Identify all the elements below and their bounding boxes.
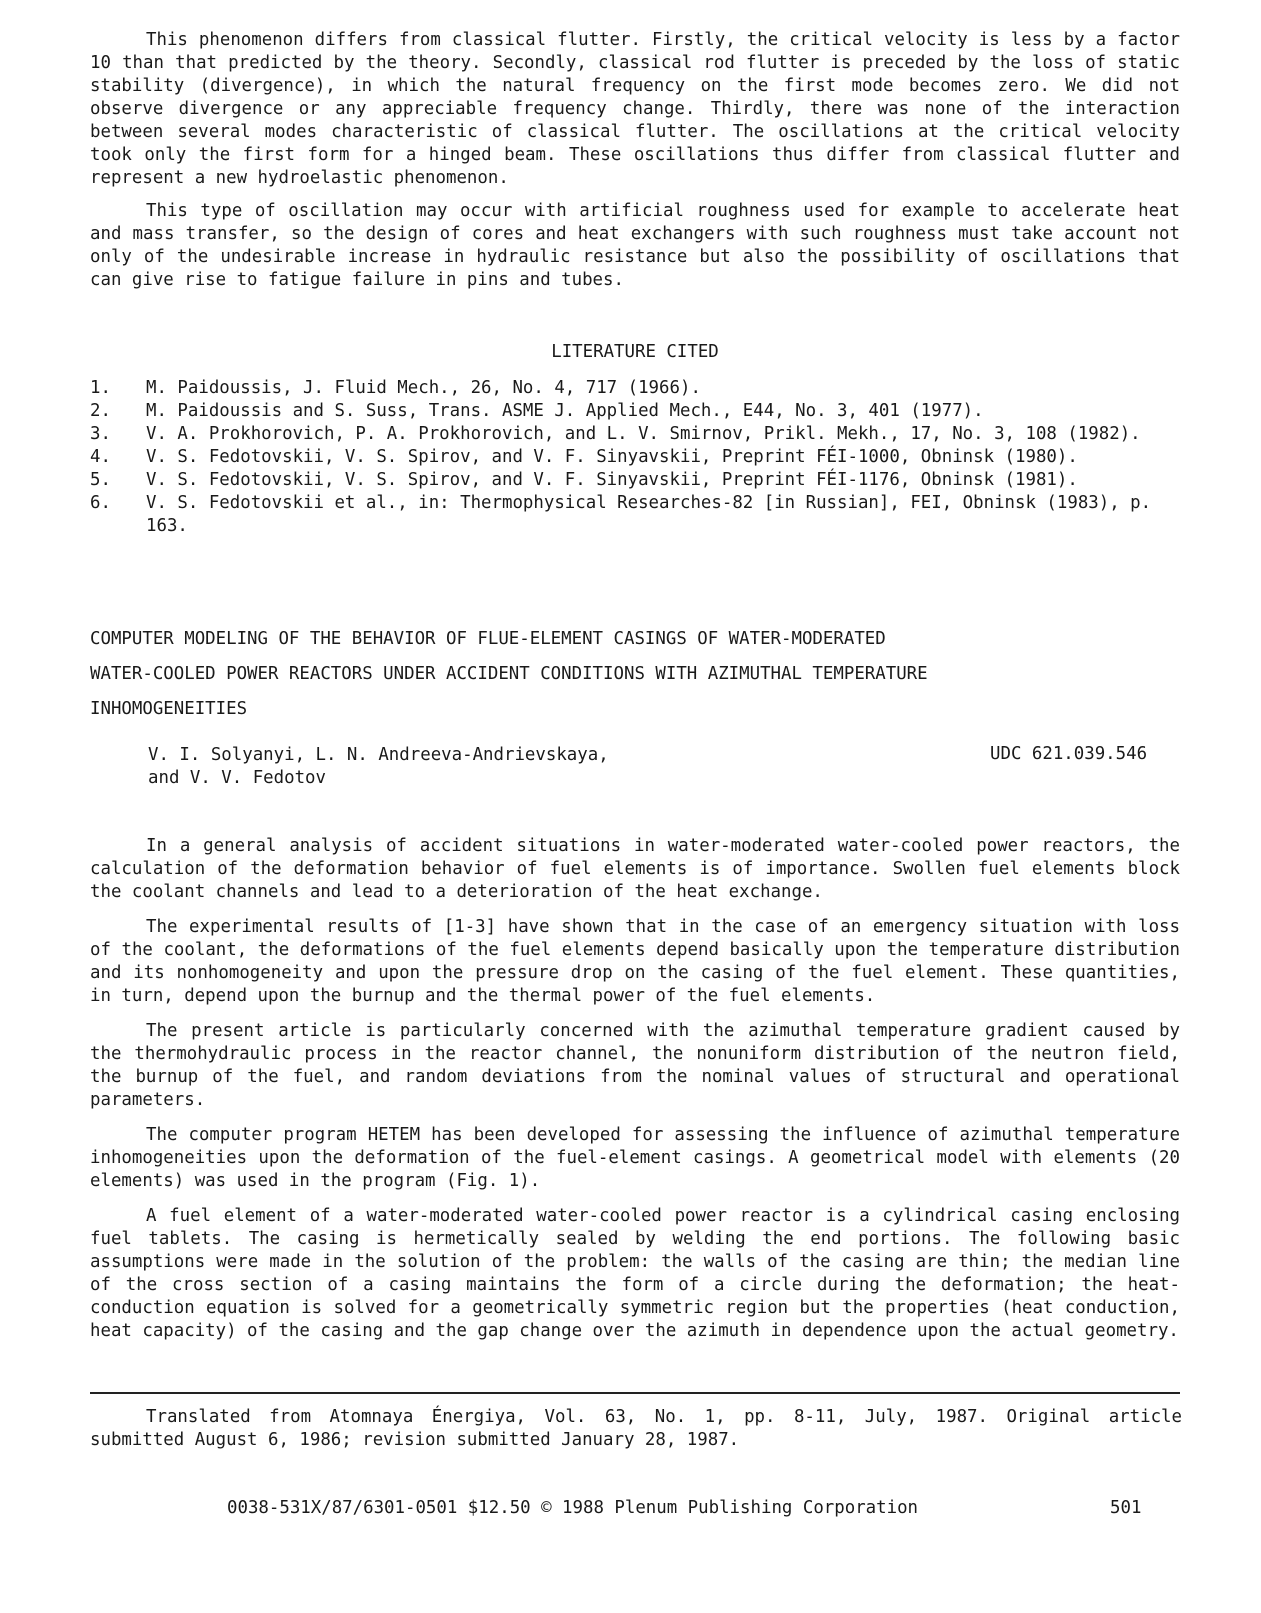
literature-heading: LITERATURE CITED	[551, 342, 719, 362]
article-title-line: WATER-COOLED POWER REACTORS UNDER ACCIDENT CONDITIONS WITH AZIMUTHAL TEMPERATURE	[90, 664, 928, 684]
publication-footer: 0038-531X/87/6301-0501 $12.50 © 1988 Plenum Publishing Corporation	[227, 1498, 919, 1518]
udc-code: UDC 621.039.546	[990, 744, 1148, 764]
reference-item	[90, 400, 1182, 423]
reference-number: 6.	[90, 493, 111, 513]
reference-text: V. S. Fedotovskii et al., in: Thermophysical Researches-82 [in Russian], FEI, Obninsk (1983), p. 163.	[146, 493, 1152, 536]
reference-text: M. Paidoussis, J. Fluid Mech., 26, No. 4, 717 (1966).	[146, 378, 701, 398]
paragraph: The experimental results of [1-3] have shown that in the case of an emergency situation with loss of the coolant, the deformations of the fuel elements depend basically upon the temperature distribution and its nonhomogeneity and upon the pressure drop on the casing of the fuel element. These quantities, in turn, depend upon the burnup and the thermal power of the fuel elements.	[90, 917, 1180, 1006]
paragraph: This type of oscillation may occur with artificial roughness used for example to accelerate heat and mass transfer, so the design of cores and heat exchangers with such roughness must take account not only of the undesirable increase in hydraulic resistance but also the possibility of oscillations that can give rise to fatigue failure in pins and tubes.	[90, 201, 1180, 290]
footnote-text: Translated from Atomnaya Énergiya, Vol. 63, No. 1, pp. 8-11, July, 1987. Original article submitted August 6, 1986; revision submitted January 28, 1987.	[90, 1407, 1182, 1450]
reference-number: 5.	[90, 470, 111, 490]
reference-item	[90, 377, 1182, 400]
article-body	[90, 835, 1180, 1343]
paragraph: In a general analysis of accident situations in water-moderated water-cooled power reactors, the calculation of the deformation behavior of fuel elements is of importance. Swollen fuel elements block the coolant channels and lead to a deterioration of the heat exchange.	[90, 836, 1180, 902]
reference-number: 3.	[90, 424, 111, 444]
reference-list	[90, 377, 1182, 538]
translation-footnote	[90, 1406, 1182, 1452]
reference-text: M. Paidoussis and S. Suss, Trans. ASME J. Applied Mech., E44, No. 3, 401 (1977).	[146, 401, 984, 421]
article-authors	[148, 744, 708, 790]
paragraph: This phenomenon differs from classical flutter. Firstly, the critical velocity is less by a factor 10 than that predicted by the theory. Secondly, classical rod flutter is preceded by the loss of static stability (divergence), in which the natural frequency on the first mode becomes zero. We did not observe divergence or any appreciable frequency change. Thirdly, there was none of the interaction between several modes characteristic of classical flutter. The oscillations at the critical velocity took only the first form for a hinged beam. These oscillations thus differ from classical flutter and represent a new hydroelastic phenomenon.	[90, 30, 1180, 188]
article-title-line: COMPUTER MODELING OF THE BEHAVIOR OF FLUE-ELEMENT CASINGS OF WATER-MODERATED	[90, 629, 886, 649]
reference-item	[90, 469, 1182, 492]
paragraph: A fuel element of a water-moderated water-cooled power reactor is a cylindrical casing enclosing fuel tablets. The casing is hermetically sealed by welding the end portions. The following basic assumptions were made in the solution of the problem: the walls of the casing are thin; the median line of the cross section of a casing maintains the form of a circle during the deformation; the heat-conduction equation is solved for a geometrically symmetric region but the properties (heat conduction, heat capacity) of the casing and the gap change over the azimuth in dependence upon the actual geometry.	[90, 1206, 1180, 1341]
footnote-divider	[90, 1392, 1180, 1394]
authors-line: V. I. Solyanyi, L. N. Andreeva-Andrievskaya,	[148, 745, 609, 765]
reference-item	[90, 446, 1182, 469]
top-paragraphs	[90, 29, 1180, 292]
reference-text: V. S. Fedotovskii, V. S. Spirov, and V. F. Sinyavskii, Preprint FÉI-1000, Obninsk (1980).	[146, 447, 1078, 467]
reference-item	[90, 492, 1182, 538]
reference-text: V. S. Fedotovskii, V. S. Spirov, and V. F. Sinyavskii, Preprint FÉI-1176, Obninsk (1981).	[146, 470, 1078, 490]
reference-number: 1.	[90, 378, 111, 398]
reference-number: 2.	[90, 401, 111, 421]
page-number: 501	[1110, 1498, 1142, 1518]
paragraph: The computer program HETEM has been developed for assessing the influence of azimuthal temperature inhomogeneities upon the deformation of the fuel-element casings. A geometrical model with elements (20 elements) was used in the program (Fig. 1).	[90, 1125, 1180, 1191]
authors-line: and V. V. Fedotov	[148, 768, 326, 788]
reference-item	[90, 423, 1182, 446]
reference-text: V. A. Prokhorovich, P. A. Prokhorovich, and L. V. Smirnov, Prikl. Mekh., 17, No. 3, 108 (1982).	[146, 424, 1141, 444]
reference-number: 4.	[90, 447, 111, 467]
article-title-line: INHOMOGENEITIES	[90, 699, 248, 719]
paragraph: The present article is particularly concerned with the azimuthal temperature gradient caused by the thermohydraulic process in the reactor channel, the nonuniform distribution of the neutron field, the burnup of the fuel, and random deviations from the nominal values of structural and operational parameters.	[90, 1021, 1180, 1110]
